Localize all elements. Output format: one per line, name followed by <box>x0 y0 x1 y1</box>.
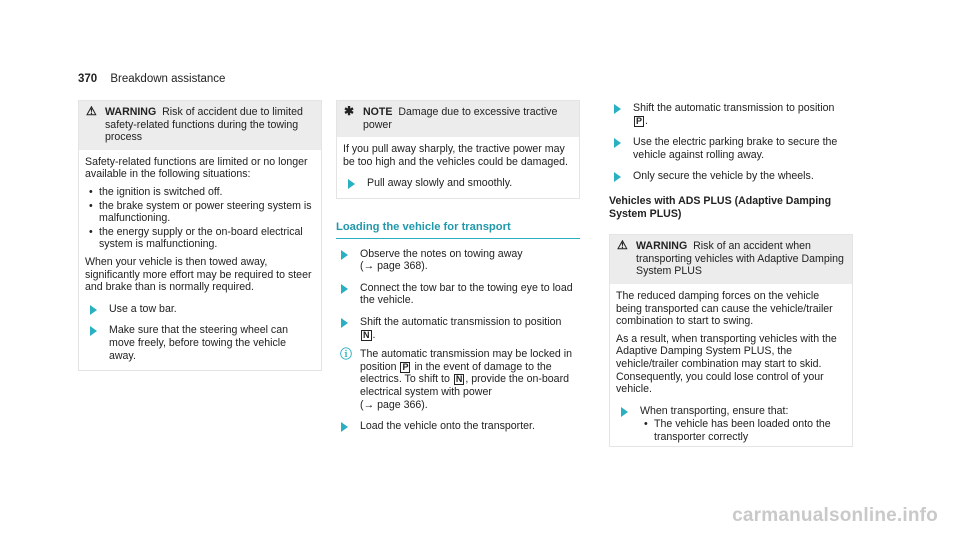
note-paragraph: If you pull away sharply, the tractive power may be too high and the vehicles could be damaged. <box>343 143 568 168</box>
gear-p-key: P <box>636 115 643 126</box>
warning-text: Risk of an accident when transporting vehicles with Adaptive Damping System PLUS <box>636 240 844 278</box>
page-title: Breakdown assistance <box>110 73 226 85</box>
step-arrow-icon <box>621 407 628 417</box>
step-arrow-icon <box>614 138 621 148</box>
watermark-logo: carmanualsonline.info <box>732 505 938 527</box>
info-text: in the event of damage to the electrics. To shift to <box>360 360 552 386</box>
warning-body <box>610 284 852 447</box>
step-item <box>85 303 315 316</box>
warning-intro: Safety-related functions are limited or no longer available in the following situations: <box>85 155 308 181</box>
warning-bullet: • the energy supply or the on-board electrical system is malfunctioning. <box>85 226 315 251</box>
step-text: When transporting, ensure that: <box>640 404 789 417</box>
step-text: Use a tow bar. <box>109 302 177 315</box>
warning-header <box>610 235 852 284</box>
note-header <box>337 101 579 137</box>
step-item <box>609 136 853 161</box>
step-item <box>336 248 580 273</box>
step-text: Use the electric parking brake to secure the vehicle against rolling away. <box>633 136 838 161</box>
step-text: Connect the tow bar to the towing eye to load the vehicle. <box>360 281 573 307</box>
step-item <box>616 405 846 444</box>
warning-bullet: • the brake system or power steering system is malfunctioning. <box>85 200 315 225</box>
step-item <box>609 170 853 183</box>
warning-box <box>609 234 853 447</box>
step-arrow-icon <box>614 104 621 114</box>
column-3 <box>609 92 853 447</box>
page-reference-link[interactable]: (→ page 366). <box>360 398 428 411</box>
step-arrow-icon <box>90 305 97 315</box>
step-item: Shift the automatic transmission to position P . <box>609 102 853 127</box>
note-asterisk-icon: ✱ <box>344 104 355 118</box>
step-text: Shift the automatic transmission to position <box>360 315 562 328</box>
warning-bullet: • the ignition is switched off. <box>85 186 315 199</box>
warning-bullets <box>640 418 846 443</box>
gear-n-key: N <box>455 374 463 385</box>
warning-triangle-icon: ⚠ <box>86 104 97 118</box>
step-text: Observe the notes on towing away <box>360 247 523 260</box>
page-header <box>78 73 225 86</box>
warning-paragraph: When your vehicle is then towed away, significantly more effort may be required to steer and brake than is normally required. <box>85 255 312 294</box>
step-text: Only secure the vehicle by the wheels. <box>633 170 814 183</box>
step-item <box>336 282 580 307</box>
info-icon: ⓘ <box>340 347 353 362</box>
step-item: Shift the automatic transmission to position N . <box>336 316 580 341</box>
column-1 <box>78 100 322 371</box>
step-arrow-icon <box>90 326 97 336</box>
page-reference-link[interactable]: (→ page 368). <box>360 260 428 273</box>
step-arrow-icon <box>341 250 348 260</box>
warning-keyword: WARNING <box>105 106 157 118</box>
subsection-title: Vehicles with ADS PLUS (Adaptive Damping System PLUS) <box>609 194 832 220</box>
section-title: Loading the vehicle for transport <box>336 221 580 239</box>
warning-text: Risk of accident due to limited safety-related functions during the towing process <box>105 106 303 144</box>
warning-paragraph: The reduced damping forces on the vehicle being transported can cause the vehicle/trailer combination to start to swing. <box>616 289 833 328</box>
note-box <box>336 100 580 199</box>
step-arrow-icon <box>341 318 348 328</box>
note-keyword: NOTE <box>363 106 393 118</box>
gear-p-key: P <box>402 361 409 372</box>
warning-bullet: • The vehicle has been loaded onto the transporter correctly <box>640 418 846 443</box>
step-arrow-icon <box>348 179 355 189</box>
warning-keyword: WARNING <box>636 240 688 253</box>
warning-body <box>79 150 321 370</box>
step-item <box>336 420 580 433</box>
step-arrow-icon <box>614 172 621 182</box>
info-note <box>336 348 580 411</box>
step-text: Load the vehicle onto the transporter. <box>360 420 535 433</box>
step-item <box>85 324 315 362</box>
warning-box <box>78 100 322 371</box>
step-arrow-icon <box>341 284 348 294</box>
warning-paragraph: As a result, when transporting vehicles with the Adaptive Damping System PLUS, the vehicle/trailer combination may start to skid. Consequently, you could lose control of your vehicle. <box>616 332 837 396</box>
step-text: Shift the automatic transmission to position <box>633 102 835 114</box>
info-text: The automatic transmission may be locked in position <box>360 348 572 373</box>
step-text: Make sure that the steering wheel can move freely, before towing the vehicle away. <box>109 324 289 362</box>
gear-n-key: N <box>363 329 370 340</box>
warning-header <box>79 101 321 150</box>
page-number: 370 <box>78 73 98 85</box>
step-arrow-icon <box>341 422 348 432</box>
column-2 <box>336 100 580 433</box>
note-text: Damage due to excessive tractive power <box>363 106 558 131</box>
info-text: , provide the on-board electrical system with power <box>360 373 569 398</box>
step-text: Pull away slowly and smoothly. <box>367 177 513 190</box>
warning-bullets <box>85 186 315 251</box>
warning-triangle-icon: ⚠ <box>617 238 628 253</box>
step-item <box>343 177 573 190</box>
note-body <box>337 137 579 198</box>
